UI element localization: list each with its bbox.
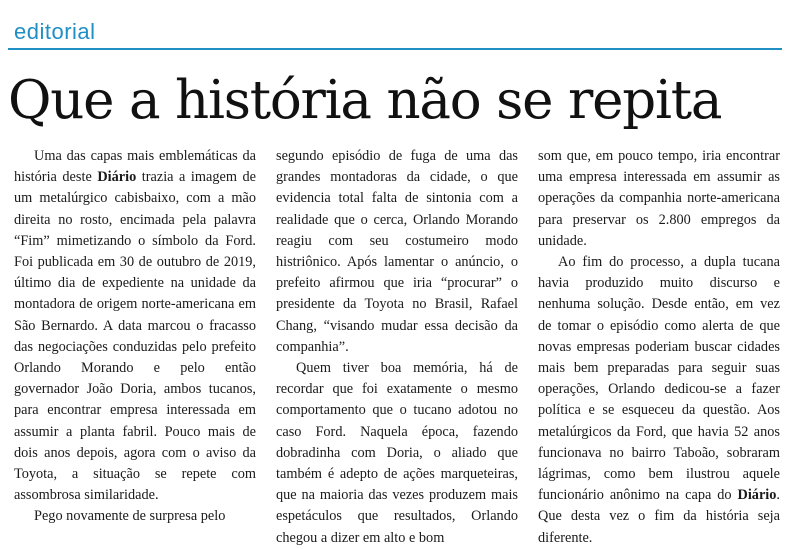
paragraph-text: som que, em pouco tempo, iria encontrar uma empresa interessada em assumir as operações da companhia norte-americana para preservar os 2.800 empregos da unidade. — [538, 148, 780, 249]
paragraph-text: Ao fim do processo, a dupla tucana havia produzido muito discurso e nenhuma solução. Desde então, em vez de tomar o episódio como alerta de que novas empresas poderiam buscar cidades mais bem preparadas para seguir suas operações, Orlando dedicou-se a fazer política e se esqueceu da questão. Aos metalúrgicos da Ford, que havia 52 anos funcionava no bairro Taboão, sobraram lágrimas, como bem ilustrou aquele funcionário anônimo na capa do — [538, 254, 780, 504]
paragraph-text: . Que desta vez o fim da história seja diferente. — [538, 487, 780, 546]
text-column-2 — [276, 146, 518, 546]
text-column-3 — [538, 146, 780, 546]
headline: Que a história não se repita — [8, 70, 722, 131]
body-paragraph — [276, 146, 518, 358]
body-paragraph — [276, 358, 518, 549]
newspaper-name: Diário — [97, 169, 137, 186]
paragraph-text: segundo episódio de fuga de uma das grandes montadoras da cidade, o que evidencia total falta de sintonia com a realidade que o cerca, Orlando Morando reagiu com seu costumeiro modo histriônico. Após lamentar o anúncio, o prefeito afirmou que iria “procurar” o presidente da Toyota no Brasil, Rafael Chang, “visando mudar essa decisão da companhia”. — [276, 148, 518, 355]
body-paragraph — [538, 146, 780, 252]
article-body — [14, 146, 780, 546]
newspaper-name: Diário — [737, 487, 777, 504]
section-divider — [8, 48, 782, 50]
text-column-1 — [14, 146, 256, 525]
paragraph-text: Pego novamente de surpresa pelo — [34, 508, 226, 525]
paragraph-text: Quem tiver boa memória, há de recordar que foi exatamente o mesmo comportamento que o tucano adotou no caso Ford. Naquela época, fazendo dobradinha com Doria, o aliado que também é adepto de ações marqueteiras, que na maioria das vezes produzem mais espetáculos que resultados, Orlando chegou a dizer em alto e bom — [276, 360, 518, 546]
section-label: editorial — [14, 19, 96, 44]
paragraph-text: trazia a imagem de um metalúrgico cabisbaixo, com a mão direita no rosto, encimada pela palavra “Fim” mimetizando o símbolo da Ford. Foi publicada em 30 de outubro de 2019, último dia de expediente na unidade da montadora de origem norte-americana em São Bernardo. A data marcou o fracasso das negociações conduzidas pelo prefeito Orlando Morando e pelo então governador João Doria, ambos tucanos, para encontrar empresa interessada em assumir a planta fabril. Pouco mais de dois anos depois, agora com o aviso da Toyota, a situação se repete com assombrosa similaridade. — [14, 169, 256, 504]
body-paragraph — [538, 252, 780, 549]
paragraph-text: Uma das capas mais emblemáticas da história deste — [14, 148, 256, 186]
body-paragraph — [14, 506, 256, 527]
body-paragraph — [14, 146, 256, 506]
